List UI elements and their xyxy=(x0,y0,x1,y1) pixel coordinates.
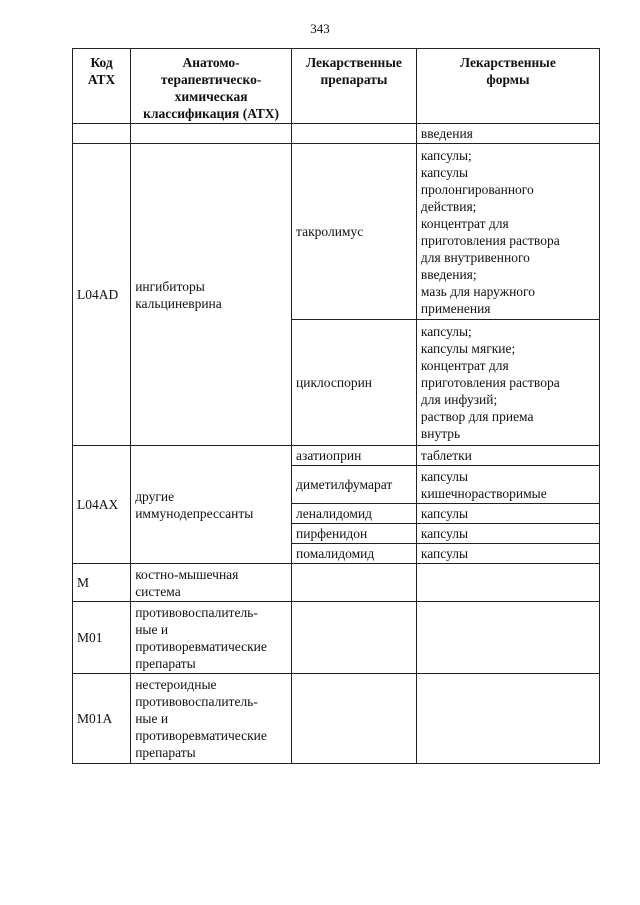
cell-drug: циклоспорин xyxy=(292,320,417,446)
cell-empty xyxy=(73,124,131,144)
cell-code: М xyxy=(73,564,131,602)
cell-empty xyxy=(416,674,599,764)
cell-form: капсулы; капсулы мягкие; концентрат для приготовления раствора для инфузий; раствор для приема внутрь xyxy=(416,320,599,446)
header-drugs: Лекарственные препараты xyxy=(292,49,417,124)
cell-empty xyxy=(416,564,599,602)
cell-empty xyxy=(292,674,417,764)
cell-drug: азатиоприн xyxy=(292,446,417,466)
cell-classification: костно-мышечная система xyxy=(131,564,292,602)
header-classification: Анатомо- терапевтическо- химическая классификация (АТХ) xyxy=(131,49,292,124)
cell-empty xyxy=(416,602,599,674)
cell-classification: другие иммунодепрессанты xyxy=(131,446,292,564)
cell-code: L04AX xyxy=(73,446,131,564)
cell-drug: такролимус xyxy=(292,144,417,320)
cell-form: капсулы xyxy=(416,544,599,564)
cell-form: капсулы xyxy=(416,524,599,544)
table-row xyxy=(73,124,600,144)
cell-code: М01 xyxy=(73,602,131,674)
header-code: Код АТХ xyxy=(73,49,131,124)
cell-empty xyxy=(292,564,417,602)
header-forms: Лекарственные формы xyxy=(416,49,599,124)
cell-empty xyxy=(292,602,417,674)
cell-drug: пирфенидон xyxy=(292,524,417,544)
page-number: 343 xyxy=(310,21,330,36)
table-row xyxy=(73,446,600,466)
cell-drug: диметилфумарат xyxy=(292,466,417,504)
header-row xyxy=(73,49,600,124)
table-row xyxy=(73,602,600,674)
cell-code: М01А xyxy=(73,674,131,764)
cell-empty xyxy=(292,124,417,144)
table-row xyxy=(73,144,600,320)
cell-empty xyxy=(131,124,292,144)
cell-form: капсулы; капсулы пролонгированного действия; концентрат для приготовления раствора для внутривенного введения; мазь для наружного применения xyxy=(416,144,599,320)
cell-form: капсулы xyxy=(416,504,599,524)
table-row xyxy=(73,674,600,764)
cell-drug: леналидомид xyxy=(292,504,417,524)
cell-form: таблетки xyxy=(416,446,599,466)
atx-table xyxy=(72,48,600,764)
cell-classification: нестероидные противовоспалитель- ные и противоревматические препараты xyxy=(131,674,292,764)
cell-code: L04AD xyxy=(73,144,131,446)
cell-form: введения xyxy=(416,124,599,144)
cell-form: капсулы кишечнорастворимые xyxy=(416,466,599,504)
cell-classification: ингибиторы кальциневрина xyxy=(131,144,292,446)
cell-classification: противовоспалитель- ные и противоревматические препараты xyxy=(131,602,292,674)
cell-drug: помалидомид xyxy=(292,544,417,564)
table-row xyxy=(73,564,600,602)
